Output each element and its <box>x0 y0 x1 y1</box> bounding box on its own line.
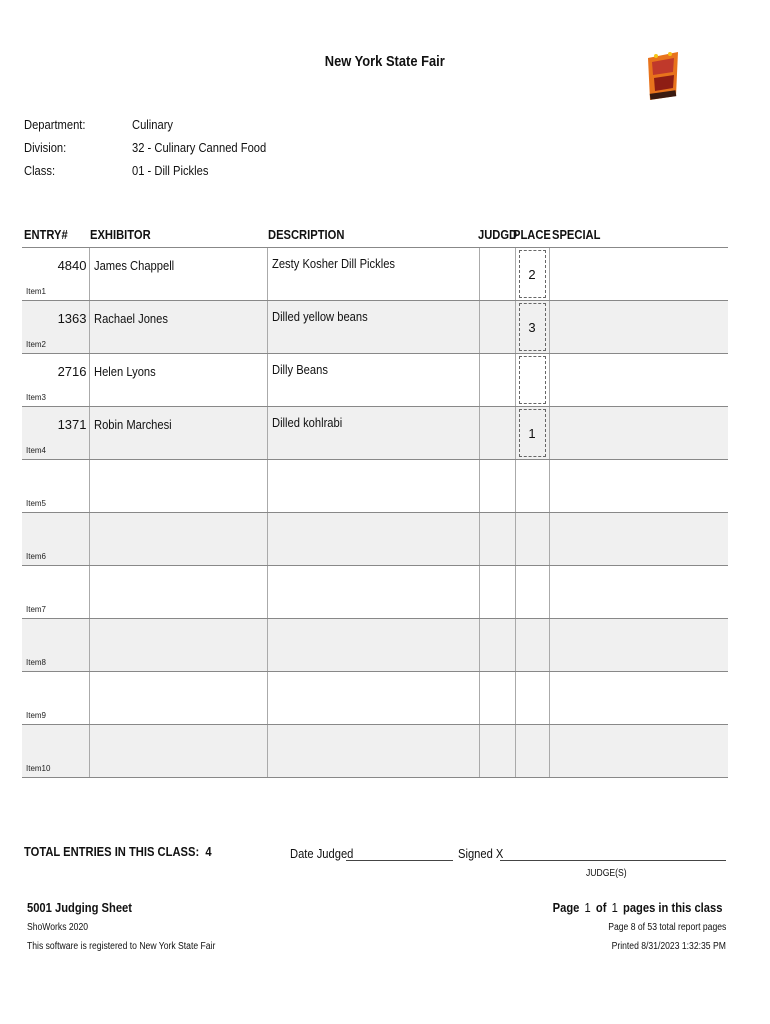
department-value: Culinary <box>132 117 174 132</box>
judged-cell[interactable] <box>479 566 515 619</box>
date-judged-field[interactable] <box>346 860 453 861</box>
special-cell[interactable] <box>549 407 728 460</box>
header-entry: ENTRY# <box>24 227 68 242</box>
signed-label: Signed X <box>458 846 504 861</box>
entry-cell <box>22 407 89 460</box>
class-page-count: Page 1 of 1 pages in this class <box>552 900 722 915</box>
division-value: 32 - Culinary Canned Food <box>132 140 267 155</box>
place-box[interactable] <box>519 356 546 404</box>
exhibitor-name: Rachael Jones <box>93 311 168 326</box>
item-label: Item3 <box>26 393 47 402</box>
table-row <box>22 460 728 513</box>
report-page-count: Page 8 of 53 total report pages <box>607 922 726 933</box>
table-row <box>22 301 728 354</box>
place-cell <box>515 460 549 513</box>
header-special: SPECIAL <box>552 227 601 242</box>
description-cell <box>267 619 479 672</box>
header-place: PLACE <box>513 227 551 242</box>
printed-timestamp: Printed 8/31/2023 1:32:35 PM <box>611 941 726 952</box>
table-row <box>22 672 728 725</box>
entry-cell <box>22 301 89 354</box>
registration-note: This software is registered to New York State Fair <box>27 941 216 952</box>
exhibitor-cell <box>89 566 267 619</box>
table-row <box>22 248 728 301</box>
judges-label: JUDGE(S) <box>586 868 627 879</box>
place-cell <box>515 725 549 778</box>
place-value: 3 <box>528 319 536 335</box>
description-cell <box>267 725 479 778</box>
entry-number: 1371 <box>57 417 87 432</box>
exhibitor-cell <box>89 725 267 778</box>
date-judged-label: Date Judged <box>290 846 354 861</box>
special-cell[interactable] <box>549 460 728 513</box>
description-cell <box>267 248 479 301</box>
state-fair-logo-icon <box>644 48 682 104</box>
place-cell <box>515 407 549 460</box>
place-cell <box>515 566 549 619</box>
class-value: 01 - Dill Pickles <box>132 163 209 178</box>
special-cell[interactable] <box>549 354 728 407</box>
table-row <box>22 566 728 619</box>
entry-number: 4840 <box>57 258 87 273</box>
description-cell <box>267 354 479 407</box>
exhibitor-name: Robin Marchesi <box>93 417 172 432</box>
description-text: Dilled kohlrabi <box>271 415 342 430</box>
description-text: Dilly Beans <box>271 362 328 377</box>
place-box[interactable] <box>519 303 546 351</box>
judged-cell[interactable] <box>479 513 515 566</box>
exhibitor-cell <box>89 460 267 513</box>
special-cell[interactable] <box>549 301 728 354</box>
place-cell <box>515 619 549 672</box>
description-cell <box>267 566 479 619</box>
special-cell[interactable] <box>549 619 728 672</box>
item-label: Item8 <box>26 658 47 667</box>
department-label: Department: <box>24 117 86 132</box>
description-cell <box>267 672 479 725</box>
header-description: DESCRIPTION <box>268 227 345 242</box>
entry-cell <box>22 566 89 619</box>
judged-cell[interactable] <box>479 672 515 725</box>
exhibitor-cell <box>89 248 267 301</box>
judged-cell[interactable] <box>479 460 515 513</box>
entry-cell <box>22 672 89 725</box>
place-box[interactable] <box>519 409 546 457</box>
description-cell <box>267 460 479 513</box>
place-cell <box>515 248 549 301</box>
entry-number: 2716 <box>57 364 87 379</box>
judged-cell[interactable] <box>479 354 515 407</box>
table-row <box>22 619 728 672</box>
place-cell <box>515 513 549 566</box>
item-label: Item9 <box>26 711 47 720</box>
description-cell <box>267 301 479 354</box>
item-label: Item5 <box>26 499 47 508</box>
special-cell[interactable] <box>549 672 728 725</box>
table-row <box>22 513 728 566</box>
description-text: Dilled yellow beans <box>271 309 368 324</box>
judged-cell[interactable] <box>479 301 515 354</box>
item-label: Item10 <box>26 764 51 773</box>
exhibitor-cell <box>89 301 267 354</box>
exhibitor-cell <box>89 354 267 407</box>
item-label: Item2 <box>26 340 47 349</box>
entries-table <box>22 247 728 778</box>
entry-cell <box>22 460 89 513</box>
table-row <box>22 354 728 407</box>
exhibitor-cell <box>89 407 267 460</box>
judged-cell[interactable] <box>479 248 515 301</box>
exhibitor-name: Helen Lyons <box>93 364 156 379</box>
header-judgd: JUDGD <box>478 227 518 242</box>
total-entries: TOTAL ENTRIES IN THIS CLASS: 4 <box>24 844 212 859</box>
judged-cell[interactable] <box>479 619 515 672</box>
exhibitor-cell <box>89 513 267 566</box>
special-cell[interactable] <box>549 248 728 301</box>
special-cell[interactable] <box>549 513 728 566</box>
item-label: Item7 <box>26 605 47 614</box>
place-cell <box>515 354 549 407</box>
place-value: 1 <box>528 425 536 441</box>
special-cell[interactable] <box>549 566 728 619</box>
exhibitor-name: James Chappell <box>93 258 174 273</box>
page-title: New York State Fair <box>325 53 445 70</box>
special-cell[interactable] <box>549 725 728 778</box>
place-cell <box>515 672 549 725</box>
description-cell <box>267 407 479 460</box>
place-cell <box>515 301 549 354</box>
entry-cell <box>22 354 89 407</box>
table-row <box>22 725 728 778</box>
division-label: Division: <box>24 140 67 155</box>
table-row <box>22 407 728 460</box>
form-name: 5001 Judging Sheet <box>27 900 133 915</box>
place-value: 2 <box>528 266 536 282</box>
class-label: Class: <box>24 163 56 178</box>
item-label: Item1 <box>26 287 47 296</box>
judged-cell[interactable] <box>479 725 515 778</box>
entry-number: 1363 <box>57 311 87 326</box>
exhibitor-cell <box>89 619 267 672</box>
entry-cell <box>22 725 89 778</box>
entry-cell <box>22 619 89 672</box>
software-name: ShoWorks 2020 <box>27 922 89 933</box>
description-cell <box>267 513 479 566</box>
exhibitor-cell <box>89 672 267 725</box>
place-box[interactable] <box>519 250 546 298</box>
signature-field[interactable] <box>500 860 726 861</box>
item-label: Item4 <box>26 446 47 455</box>
description-text: Zesty Kosher Dill Pickles <box>271 256 395 271</box>
entry-cell <box>22 248 89 301</box>
item-label: Item6 <box>26 552 47 561</box>
entry-cell <box>22 513 89 566</box>
header-exhibitor: EXHIBITOR <box>90 227 151 242</box>
judged-cell[interactable] <box>479 407 515 460</box>
